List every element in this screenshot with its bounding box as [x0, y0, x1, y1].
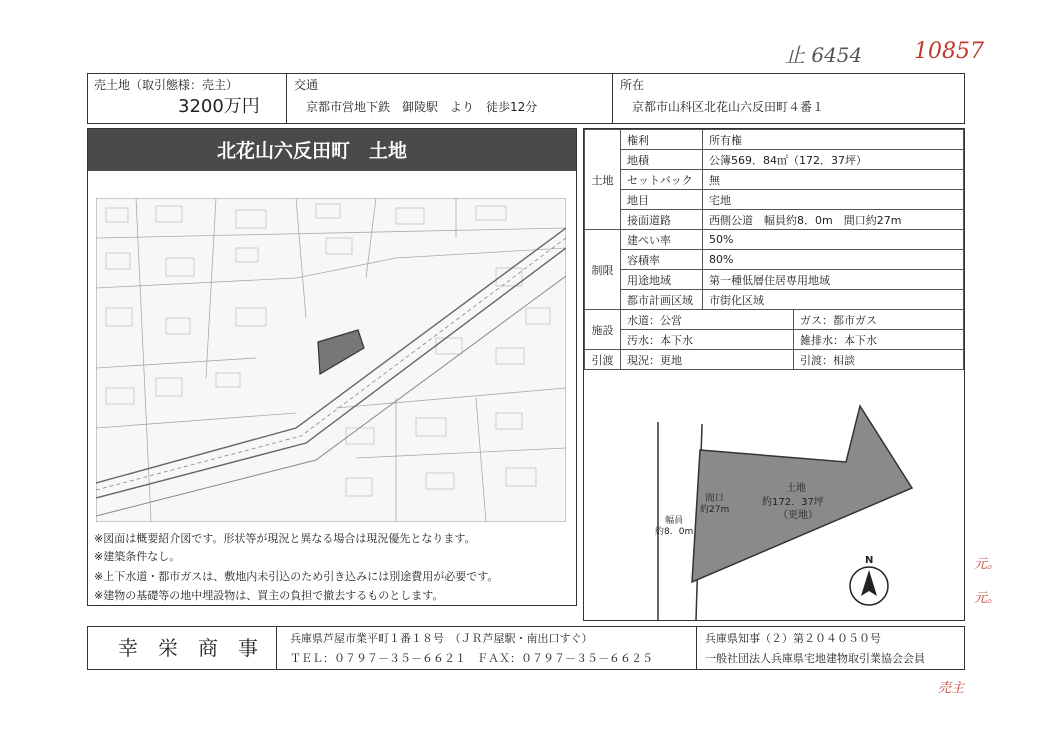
- spec-label: 都市計画区域: [621, 290, 703, 310]
- spec-label: 権利: [621, 130, 703, 150]
- handwritten-mark: 売主: [938, 681, 965, 696]
- spec-value: 所有権: [703, 130, 964, 150]
- spec-value: 汚水：本下水: [621, 330, 794, 350]
- price-label: 売土地（取引態様：売主）: [94, 78, 239, 92]
- handwritten-mark: 元。: [974, 591, 1001, 606]
- license-number: 兵庫県知事（２）第２０４０５０号: [705, 632, 881, 645]
- land-area-label: 約172．37坪: [762, 497, 824, 508]
- spec-value: 宅地: [703, 190, 964, 210]
- spec-label: 地目: [621, 190, 703, 210]
- spec-value: 市街化区域: [703, 290, 964, 310]
- handwritten-number: 止 6454: [785, 43, 863, 67]
- price-value: 3200万円: [178, 96, 260, 117]
- spec-label: 用途地域: [621, 270, 703, 290]
- handwritten-red-number: 10857: [914, 39, 984, 64]
- note: ※上下水道・都市ガスは、敷地内未引込のため引き込みには別途費用が必要です。: [94, 570, 499, 583]
- page-title: 北花山六反田町 土地: [217, 140, 408, 162]
- note: ※建物の基礎等の地中埋設物は、買主の負担で撤去するものとします。: [94, 589, 444, 602]
- spec-value: ガス：都市ガス: [794, 310, 964, 330]
- cat-handover: 引渡: [585, 350, 621, 370]
- company-name: 幸 栄 商 事: [118, 636, 258, 660]
- spec-value: 無: [703, 170, 964, 190]
- spec-label: 地積: [621, 150, 703, 170]
- handwritten-mark: 元。: [974, 557, 1001, 572]
- spec-label: 容積率: [621, 250, 703, 270]
- cat-facility: 施設: [585, 310, 621, 350]
- road-width-label: 幅員 約8．0m: [655, 516, 694, 537]
- location-label: 所在: [620, 78, 645, 92]
- north-label: N: [865, 555, 874, 566]
- spec-table: [584, 129, 964, 370]
- land-label: 土地: [786, 483, 806, 494]
- spec-value: 現況：更地: [621, 350, 794, 370]
- spec-value: 第一種低層住居専用地域: [703, 270, 964, 290]
- note: ※建築条件なし。: [94, 550, 181, 563]
- spec-value: 引渡：相談: [794, 350, 964, 370]
- location-value: 京都市山科区北花山六反田町４番１: [632, 100, 825, 114]
- spec-value: 80%: [703, 250, 964, 270]
- company-phone: ＴＥＬ：０７９７－３５－６６２１ ＦＡＸ：０７９７－３５－６６２５: [290, 652, 653, 665]
- cat-land: 土地: [585, 130, 621, 230]
- area-map: [96, 198, 566, 522]
- spec-value: 水道：公営: [621, 310, 794, 330]
- association: 一般社団法人兵庫県宅地建物取引業協会会員: [705, 652, 925, 665]
- frontage-label: 間口 約27m: [700, 494, 730, 515]
- land-status-label: （更地）: [778, 510, 818, 521]
- cat-restriction: 制限: [585, 230, 621, 310]
- spec-value: 50%: [703, 230, 964, 250]
- transport-value: 京都市営地下鉄 御陵駅 より 徒歩12分: [306, 100, 538, 114]
- spec-label: 建ぺい率: [621, 230, 703, 250]
- spec-label: セットバック: [621, 170, 703, 190]
- spec-value: 公簿569．84㎡（172．37坪）: [703, 150, 964, 170]
- transport-label: 交通: [294, 78, 319, 92]
- spec-label: 接面道路: [621, 210, 703, 230]
- spec-value: 西側公道 幅員約8．0m 間口約27m: [703, 210, 964, 230]
- north-arrow-icon: [850, 567, 888, 605]
- note: ※図面は概要紹介図です。形状等が現況と異なる場合は現況優先となります。: [94, 532, 476, 545]
- company-address: 兵庫県芦屋市業平町１番１８号 （ＪＲ芦屋駅・南出口すぐ）: [290, 632, 593, 645]
- spec-value: 雑排水：本下水: [794, 330, 964, 350]
